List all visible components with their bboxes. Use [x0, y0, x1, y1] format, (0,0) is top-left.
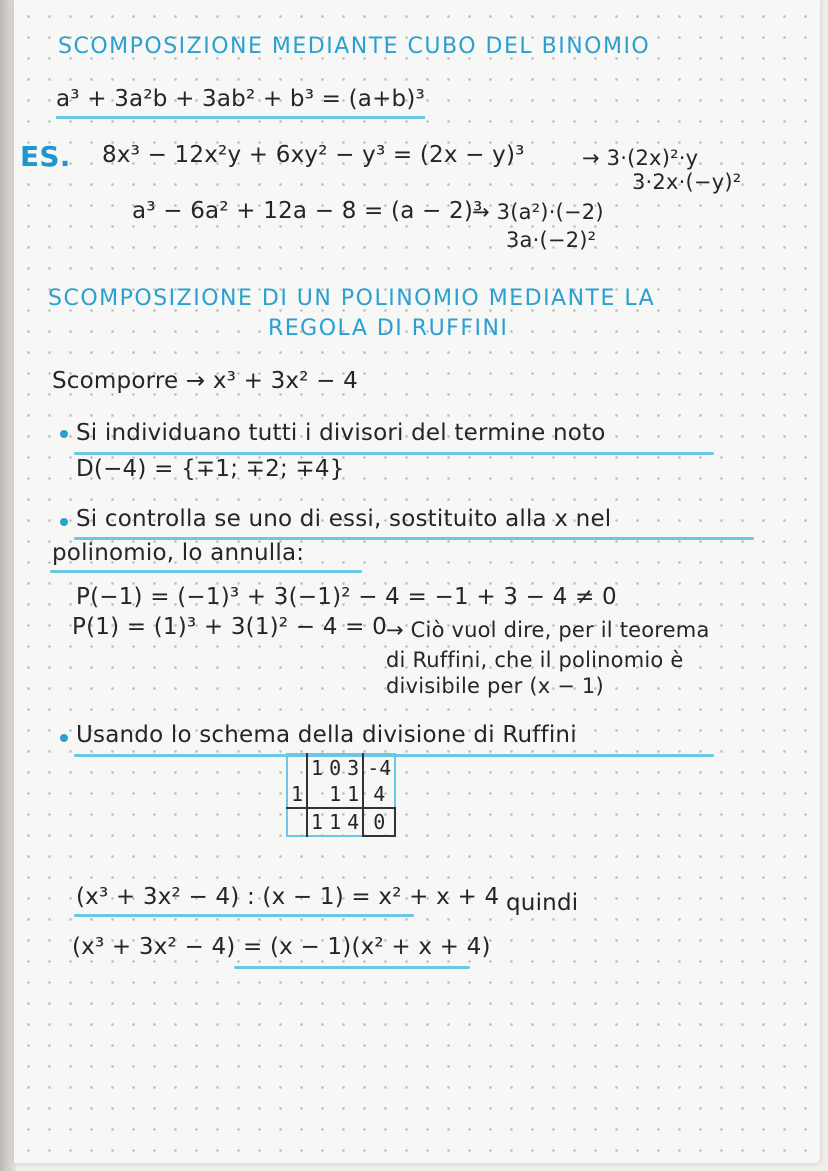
factorization-result: (x³ + 3x² − 4) = (x − 1)(x² + x + 4) — [72, 934, 491, 960]
ruffini-note-line1: di Ruffini, che il polinomio è — [386, 648, 684, 672]
step3-text: Usando lo schema della divisione di Ruffini — [76, 722, 577, 748]
notebook-page — [14, 0, 820, 1163]
quindi-word: quindi — [506, 890, 579, 916]
step2-text-line1: Si controlla se uno di essi, sostituito alla x nel — [76, 506, 612, 532]
ruffini-note-line2: divisibile per (x − 1) — [386, 674, 604, 698]
highlight-underline — [50, 570, 362, 573]
ruffini-cell: 1 — [326, 808, 344, 836]
section2-title-line1: SCOMPOSIZIONE DI UN POLINOMIO MEDIANTE LA — [48, 286, 656, 311]
division-result: (x³ + 3x² − 4) : (x − 1) = x² + x + 4 — [76, 884, 500, 910]
section1-title: SCOMPOSIZIONE MEDIANTE CUBO DEL BINOMIO — [58, 34, 651, 59]
ruffini-cell: 1 — [307, 808, 326, 836]
task-polynomial: Scomporre → x³ + 3x² − 4 — [52, 368, 358, 394]
ruffini-remainder: 0 — [363, 808, 395, 836]
example1-note2: 3·2x·(−y)² — [632, 170, 742, 194]
ruffini-cell: 1 — [329, 782, 342, 806]
example2-note1: → 3(a²)·(−2) — [472, 200, 604, 224]
ruffini-cell: 1 — [311, 756, 324, 780]
highlight-underline — [234, 966, 470, 969]
example1-note1: → 3·(2x)²·y — [582, 146, 699, 170]
ruffini-note-line0: → Ciò vuol dire, per il teorema — [386, 618, 710, 642]
ruffini-cell: -4 — [363, 754, 395, 781]
ruffini-divisor: 1 — [287, 781, 307, 808]
highlight-underline — [74, 914, 414, 917]
example-label: ES. — [20, 140, 71, 173]
ruffini-cell: 0 — [329, 756, 342, 780]
ruffini-cell: 3 — [347, 756, 360, 780]
check-plus-one: P(1) = (1)³ + 3(1)² − 4 = 0 — [72, 614, 387, 640]
step1-text: Si individuano tutti i divisori del termine noto — [76, 420, 606, 446]
ruffini-scheme — [286, 753, 396, 837]
binomial-cube-formula: a³ + 3a²b + 3ab² + b³ = (a+b)³ — [56, 86, 425, 119]
bullet-icon — [60, 518, 68, 526]
ruffini-cell: 4 — [363, 781, 395, 808]
section2-title-line2: REGOLA DI RUFFINI — [268, 316, 509, 341]
divisors-set: D(−4) = {∓1; ∓2; ∓4} — [76, 456, 345, 482]
example2-equation: a³ − 6a² + 12a − 8 = (a − 2)³ — [132, 198, 483, 224]
ruffini-cell: 1 — [347, 782, 360, 806]
highlight-underline — [74, 452, 714, 455]
bullet-icon — [60, 734, 68, 742]
check-minus-one: P(−1) = (−1)³ + 3(−1)² − 4 = −1 + 3 − 4 ≠ 0 — [76, 584, 617, 610]
example2-note2: 3a·(−2)² — [506, 228, 597, 252]
bullet-icon — [60, 430, 68, 438]
ruffini-cell: 4 — [344, 808, 363, 836]
example1-equation: 8x³ − 12x²y + 6xy² − y³ = (2x − y)³ — [102, 142, 525, 168]
step2-text-line2: polinomio, lo annulla: — [52, 540, 305, 566]
